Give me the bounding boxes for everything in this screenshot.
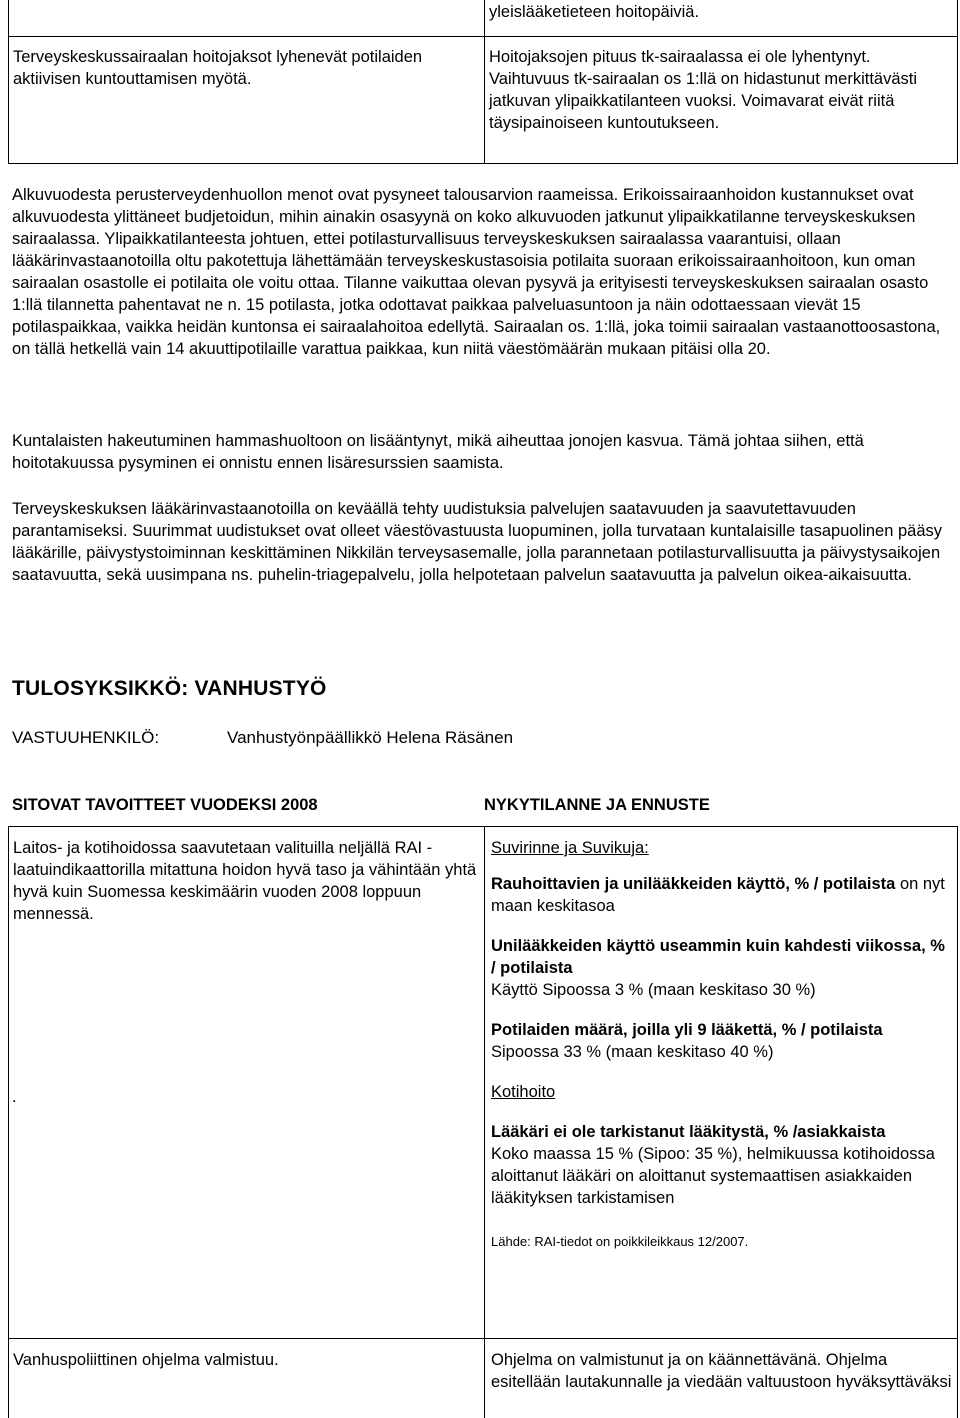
goal-text: Vanhuspoliittinen ohjelma valmistuu. [13,1351,279,1369]
top-goal-table [8,0,958,164]
prev-left-cell [9,0,485,36]
goal-left-text: Terveyskeskussairaalan hoitojaksot lyhenevät potilaiden aktiivisen kuntouttamisen myötä. [13,47,423,88]
vanhustyo-goal-table [8,826,958,1418]
goal-cell [9,827,485,1339]
indicator-title: Potilaiden määrä, joilla yli 9 lääkettä, % / potilaista [491,1021,883,1039]
paragraph-text: Alkuvuodesta perusterveydenhuollon menot ovat pysyneet talousarvion raameissa. Erikoissairaanhoidon kustannukset ovat alkuvuodesta ylittäneet budjetoidun, mihin ainakin osasyynä on koko alkuvuoden jatkunut ylipaikkatilanne terveyskeskuksen sairaalassa. Ylipaikkatilanteesta johtuen, ettei potilasturvallisuus terveyskeskuksen sairaalassa vaarantuisi, ollaan lääkärinvastaanotoilla oltu pakotettuja lähettämään terveyskeskustasoisia potilaita suoraan erikoissairaanhoitoon, kun oman sairaalan osastolle ei potilaita ole voitu ottaa. Tilanne vaikuttaa olevan pysyvä ja erityisesti terveyskeskuksen sairaalan osasto 1:llä tilannetta pahentavat ne n. 15 potilasta, jotka odottavat paikkaa palveluasuntoon ja näin odottaessaan vievät 15 potilaspaikkaa, vaikka heidän kuntonsa ei sairaalahoitoa edellytä. Sairaalan os. 1:llä, joka toimii sairaalan vastaanottoosastona, on tällä hetkellä vain 14 akuuttipotilaille varattua paikkaa, kun niitä väestömäärän mukaan pitäisi olla 20. [12,186,941,358]
goal-cell [9,1339,485,1418]
goal-text: Laitos- ja kotihoidossa saavutetaan valituilla neljällä RAI -laatuindikaattorilla mitattuna hoidon hyvä taso ja vähintään yhtä hyvä kuin Suomessa keskimäärin vuoden 2008 loppuun mennessä. [13,839,477,923]
responsible-value: Vanhustyönpäällikkö Helena Räsänen [227,728,514,747]
table-row [9,0,958,36]
paragraph-dental [12,430,950,474]
indicator-value: Sipoossa 33 % (maan keskitaso 40 %) [491,1043,774,1061]
indicator-block [491,1121,953,1209]
indicator-block [491,873,953,917]
subheading-kotihoito: Kotihoito [491,1083,556,1101]
indicator-block [491,935,953,1001]
prev-right-text: yleislääketieteen hoitopäiviä. [489,3,700,21]
paragraph-budget [12,184,950,360]
indicator-title: Rauhoittavien ja unilääkkeiden käyttö, % / potilaista [491,875,896,893]
section-title: TULOSYKSIKKÖ: VANHUSTYÖ [12,677,327,700]
indicator-value: on nyt maan keskitasoa [491,875,945,915]
paragraph-text: Terveyskeskuksen lääkärinvastaanotoilla on keväällä tehty uudistuksia palvelujen saatavuuden ja saavutettavuuden parantamiseksi. Suurimmat uudistukset ovat olleet väestövastuusta luopuminen, jolla turvataan kuntalaisille tasapuolinen pääsy lääkärille, päivystystoiminnan keskittäminen Nikkilän terveysasemalle, jolla parannetaan potilasturvallisuutta ja päivystysaikojen saatavuutta, sekä uusimpana ns. puhelin-triagepalvelu, jolla helpotetaan palvelun saatavuutta ja palvelun oikea-aikaisuutta. [12,500,943,584]
paragraph-text: Kuntalaisten hakeutuminen hammashuoltoon on lisääntynyt, mikä aiheuttaa jonojen kasvua. Tämä johtaa siihen, että hoitotakuussa pysyminen ei onnistu ennen lisäresurssien saamista. [12,432,864,472]
stray-dot: . [12,1088,17,1106]
status-right-text: Hoitojaksojen pituus tk-sairaalassa ei ole lyhentynyt. Vaihtuvuus tk-sairaalan os 1:llä on hidastunut merkittävästi jatkuvan ylipaikkatilanteen vuoksi. Voimavarat eivät riitä täysipainoiseen kuntoutukseen. [489,47,918,132]
indicator-value: Koko maassa 15 % (Sipoo: 35 %), helmikuussa kotihoidossa aloittanut lääkäri on aloittanut systemaattisen asiakkaiden lääkityksen tarkistamisen [491,1145,935,1207]
indicator-title: Lääkäri ei ole tarkistanut lääkitystä, % /asiakkaista [491,1123,886,1141]
source-note: Lähde: RAI-tiedot on poikkileikkaus 12/2007. [491,1234,749,1249]
status-text: Ohjelma on valmistunut ja on käännettävänä. Ohjelma esitellään lautakunnalle ja viedään valtuustoon hyväksyttäväksi [491,1351,952,1391]
status-right-cell [485,36,958,163]
paragraph-reception [12,498,950,586]
indicator-block [491,1081,953,1103]
table-row [9,1339,958,1418]
indicator-value: Käyttö Sipoossa 3 % (maan keskitaso 30 %) [491,981,816,999]
responsible-label: VASTUUHENKILÖ: [12,728,160,747]
subheading-suvirinne: Suvirinne ja Suvikuja: [491,839,649,857]
goal-left-cell [9,36,485,163]
status-header: NYKYTILANNE JA ENNUSTE [484,796,710,814]
prev-right-cell [485,0,958,36]
indicator-title: Unilääkkeiden käyttö useammin kuin kahdesti viikossa, % / potilaista [491,937,945,977]
status-cell [485,1339,958,1418]
table-row [9,36,958,163]
status-cell [485,827,958,1339]
goals-header: SITOVAT TAVOITTEET VUODEKSI 2008 [12,796,318,814]
indicator-block [491,1019,953,1063]
table-row [9,827,958,1339]
